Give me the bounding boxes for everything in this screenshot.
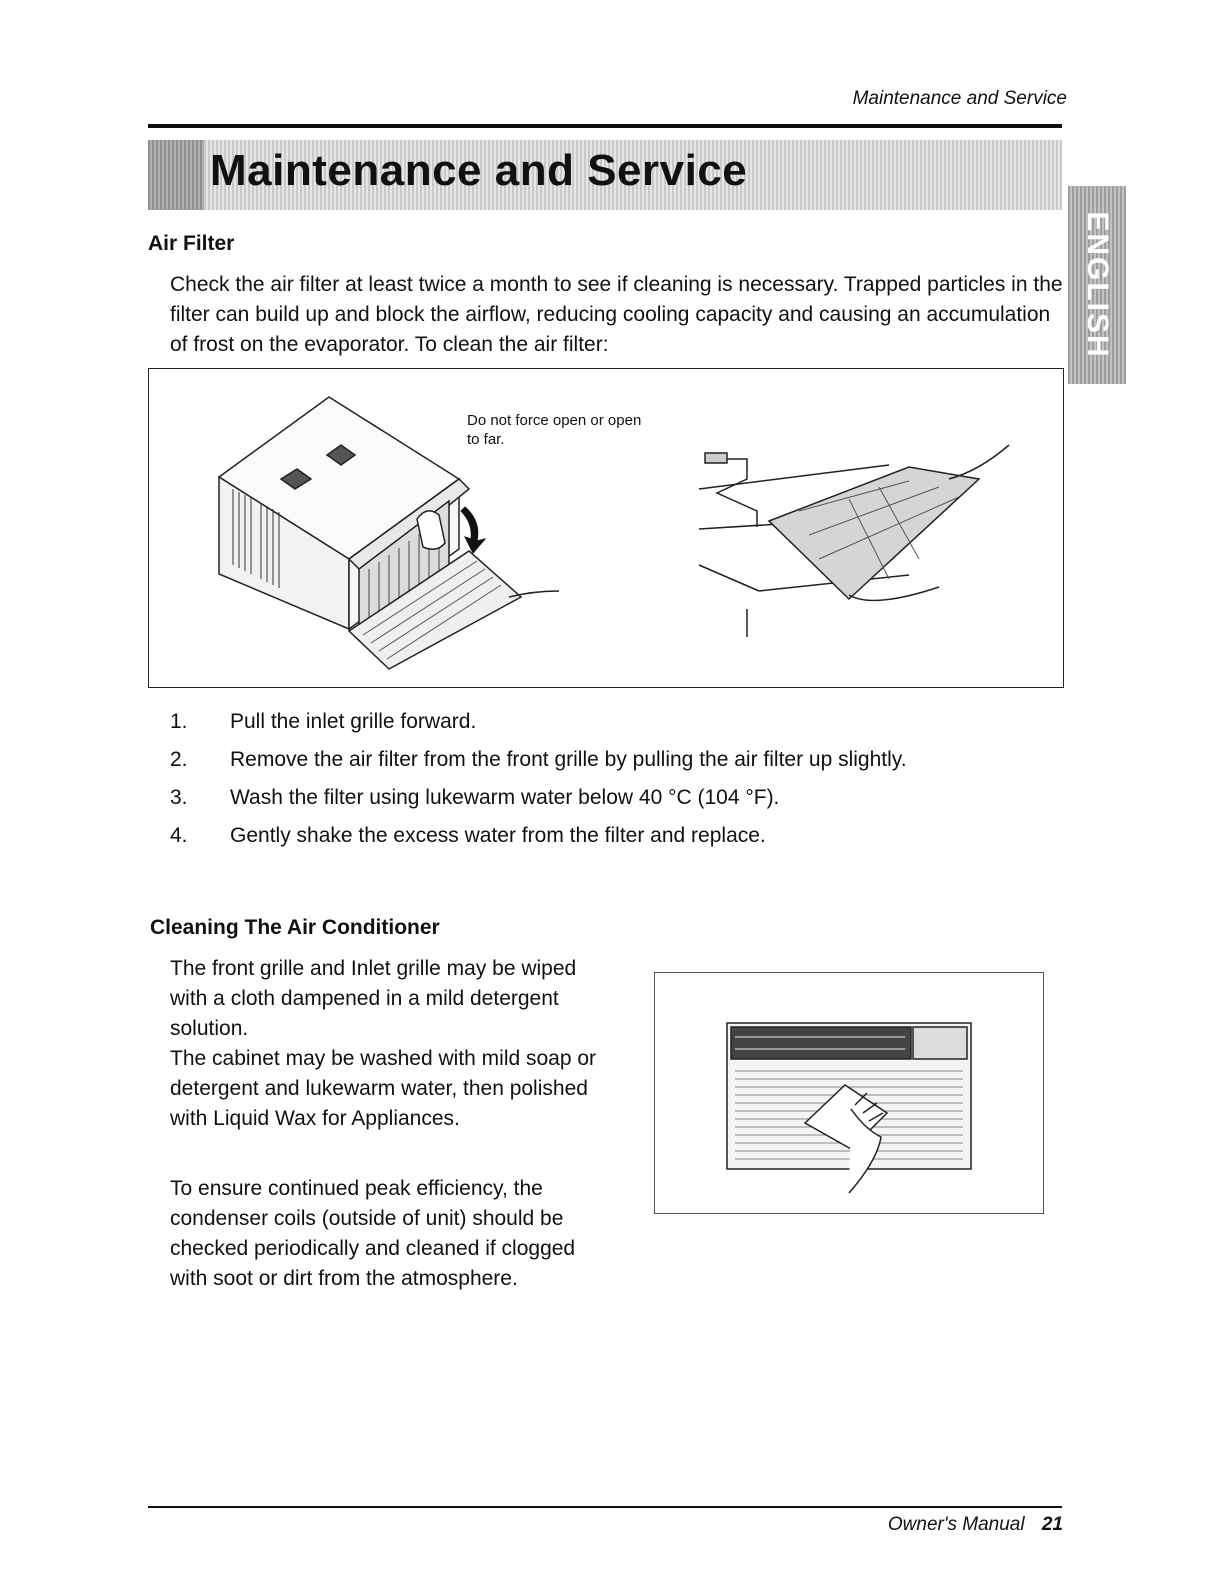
air-filter-figure <box>148 368 1064 688</box>
title-band <box>148 140 1062 210</box>
list-item <box>170 821 1050 859</box>
cleaning-heading: Cleaning The Air Conditioner <box>150 916 440 939</box>
running-header: Maintenance and Service <box>852 88 1067 109</box>
step-number: 2. <box>170 748 188 771</box>
page-title: Maintenance and Service <box>210 146 748 195</box>
down-arrow-icon <box>461 507 485 553</box>
footer <box>888 1514 1063 1536</box>
step-number: 4. <box>170 824 188 847</box>
air-filter-steps <box>170 707 1050 859</box>
cleaning-paragraph-3: To ensure continued peak efficiency, the condenser coils (outside of unit) should be checked periodically and cleaned if clogged with soot or dirt from the atmosphere. <box>170 1177 576 1290</box>
figure-caption: Do not force open or open to far. <box>467 412 642 448</box>
step-text: Wash the filter using lukewarm water below 40 °C (104 °F). <box>230 786 780 809</box>
air-filter-intro: Check the air filter at least twice a month to see if cleaning is necessary. Trapped particles in the filter can build up and block the airflow, reducing cooling capacity and causing an accumulation of frost on the evaporator. To clean the air filter: <box>170 273 1063 356</box>
air-filter-heading: Air Filter <box>148 232 235 255</box>
language-tab-label: ENGLISH <box>1081 211 1114 359</box>
list-item <box>170 783 1050 821</box>
step-number: 1. <box>170 710 188 733</box>
bottom-rule <box>148 1506 1062 1508</box>
top-rule <box>148 124 1062 128</box>
title-band-marker <box>148 140 204 210</box>
step-text: Gently shake the excess water from the filter and replace. <box>230 824 766 847</box>
step-text: Pull the inlet grille forward. <box>230 710 477 733</box>
footer-label: Owner's Manual <box>887 1514 1025 1535</box>
filter-washing-drawing <box>699 445 1009 637</box>
list-item <box>170 745 1050 783</box>
step-text: Remove the air filter from the front grille by pulling the air filter up slightly. <box>230 748 907 771</box>
step-number: 3. <box>170 786 188 809</box>
cleaning-paragraph-2: The cabinet may be washed with mild soap or detergent and lukewarm water, then polished with Liquid Wax for Appliances. <box>170 1047 597 1130</box>
language-tab <box>1068 186 1126 384</box>
cleaning-illustration <box>655 973 1043 1213</box>
cleaning-figure <box>654 972 1044 1214</box>
list-item <box>170 707 1050 745</box>
page-number: 21 <box>1041 1514 1063 1535</box>
cleaning-paragraph-1: The front grille and Inlet grille may be wiped with a cloth dampened in a mild detergent solution. <box>170 957 577 1040</box>
